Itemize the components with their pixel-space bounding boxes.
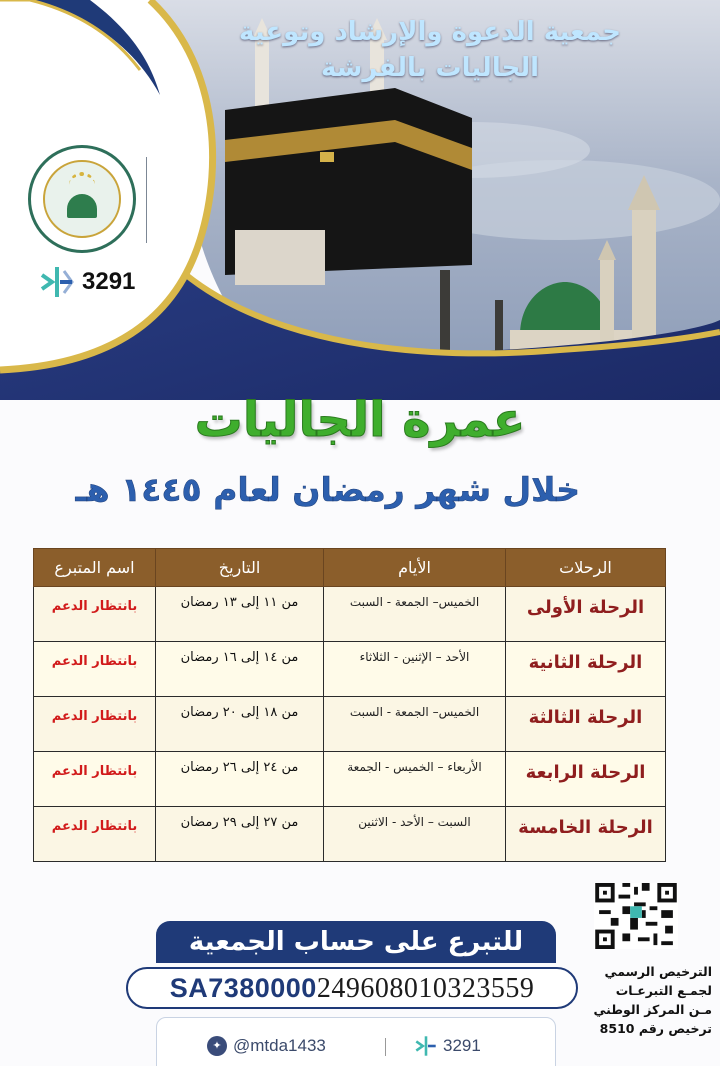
organization-name-line1: جمعية الدعوة والإرشاد وتوعية: [239, 17, 621, 47]
hero-banner: [0, 0, 720, 400]
trip-donor: بانتظار الدعم: [34, 697, 156, 752]
short-number-logo: [40, 265, 150, 299]
table-row: [34, 697, 666, 752]
license-note: [572, 962, 712, 1038]
trip-name: الرحلة الثالثة: [506, 697, 666, 752]
social-bar: [156, 1017, 556, 1066]
table-row: [34, 807, 666, 862]
trip-name: الرحلة الخامسة: [506, 807, 666, 862]
platform-logo-icon: [40, 265, 74, 299]
twitter-link[interactable]: [207, 1036, 326, 1056]
trip-name: الرحلة الرابعة: [506, 752, 666, 807]
trip-days: الأربعاء – الخميس - الجمعة: [324, 752, 506, 807]
iban-number: 249608010323559: [316, 973, 535, 1004]
table-header-row: [34, 549, 666, 587]
trip-days: السبت – الأحد - الاثنين: [324, 807, 506, 862]
campaign-title: عمرة الجاليات: [194, 392, 526, 448]
header-date: التاريخ: [156, 549, 324, 587]
trip-date: من ٢٤ إلى ٢٦ رمضان: [156, 752, 324, 807]
trip-date: من ١٨ إلى ٢٠ رمضان: [156, 697, 324, 752]
trip-date: من ١١ إلى ١٣ رمضان: [156, 587, 324, 642]
license-line2: لجمـع التبرعـات: [615, 983, 712, 998]
trip-name: الرحلة الثانية: [506, 642, 666, 697]
table-row: [34, 752, 666, 807]
social-divider: [385, 1038, 386, 1056]
license-line4: ترخيص رقم 8510: [599, 1021, 712, 1036]
trips-table: [33, 548, 666, 862]
twitter-handle: @mtda1433: [233, 1036, 326, 1055]
iban-prefix: SA7380000: [169, 973, 317, 1003]
header-trips: الرحلات: [506, 549, 666, 587]
trip-donor: بانتظار الدعم: [34, 642, 156, 697]
license-line3: مـن المركز الوطني: [593, 1002, 712, 1017]
trip-days: الخميس– الجمعة - السبت: [324, 697, 506, 752]
organization-name: [150, 14, 710, 86]
trip-date: من ٢٧ إلى ٢٩ رمضان: [156, 807, 324, 862]
license-line1: الترخيص الرسمي: [604, 964, 712, 979]
trip-name: الرحلة الأولى: [506, 587, 666, 642]
trip-donor: بانتظار الدعم: [34, 752, 156, 807]
organization-name-line2: الجاليات بالفرشة: [320, 53, 539, 83]
table-row: [34, 642, 666, 697]
table-row: [34, 587, 666, 642]
short-number: 3291: [82, 268, 136, 295]
social-short-number: 3291: [443, 1036, 481, 1055]
donation-label: للتبرع على حساب الجمعية: [156, 921, 556, 963]
header-donor: اسم المتبرع: [34, 549, 156, 587]
trip-donor: بانتظار الدعم: [34, 807, 156, 862]
trip-days: الأحد – الإثنين - الثلاثاء: [324, 642, 506, 697]
trip-donor: بانتظار الدعم: [34, 587, 156, 642]
trip-days: الخميس– الجمعة - السبت: [324, 587, 506, 642]
trip-date: من ١٤ إلى ١٦ رمضان: [156, 642, 324, 697]
campaign-subtitle: خلال شهر رمضان لعام ١٤٤٥ هـ: [75, 470, 580, 509]
short-number-link[interactable]: [415, 1035, 481, 1057]
logo-divider: [146, 157, 147, 243]
header-days: الأيام: [324, 549, 506, 587]
twitter-icon: ✦: [207, 1036, 227, 1056]
qr-code[interactable]: [594, 883, 678, 949]
organization-seal-logo: [28, 145, 136, 253]
platform-logo-icon: [415, 1035, 437, 1057]
iban-box[interactable]: [126, 967, 578, 1009]
